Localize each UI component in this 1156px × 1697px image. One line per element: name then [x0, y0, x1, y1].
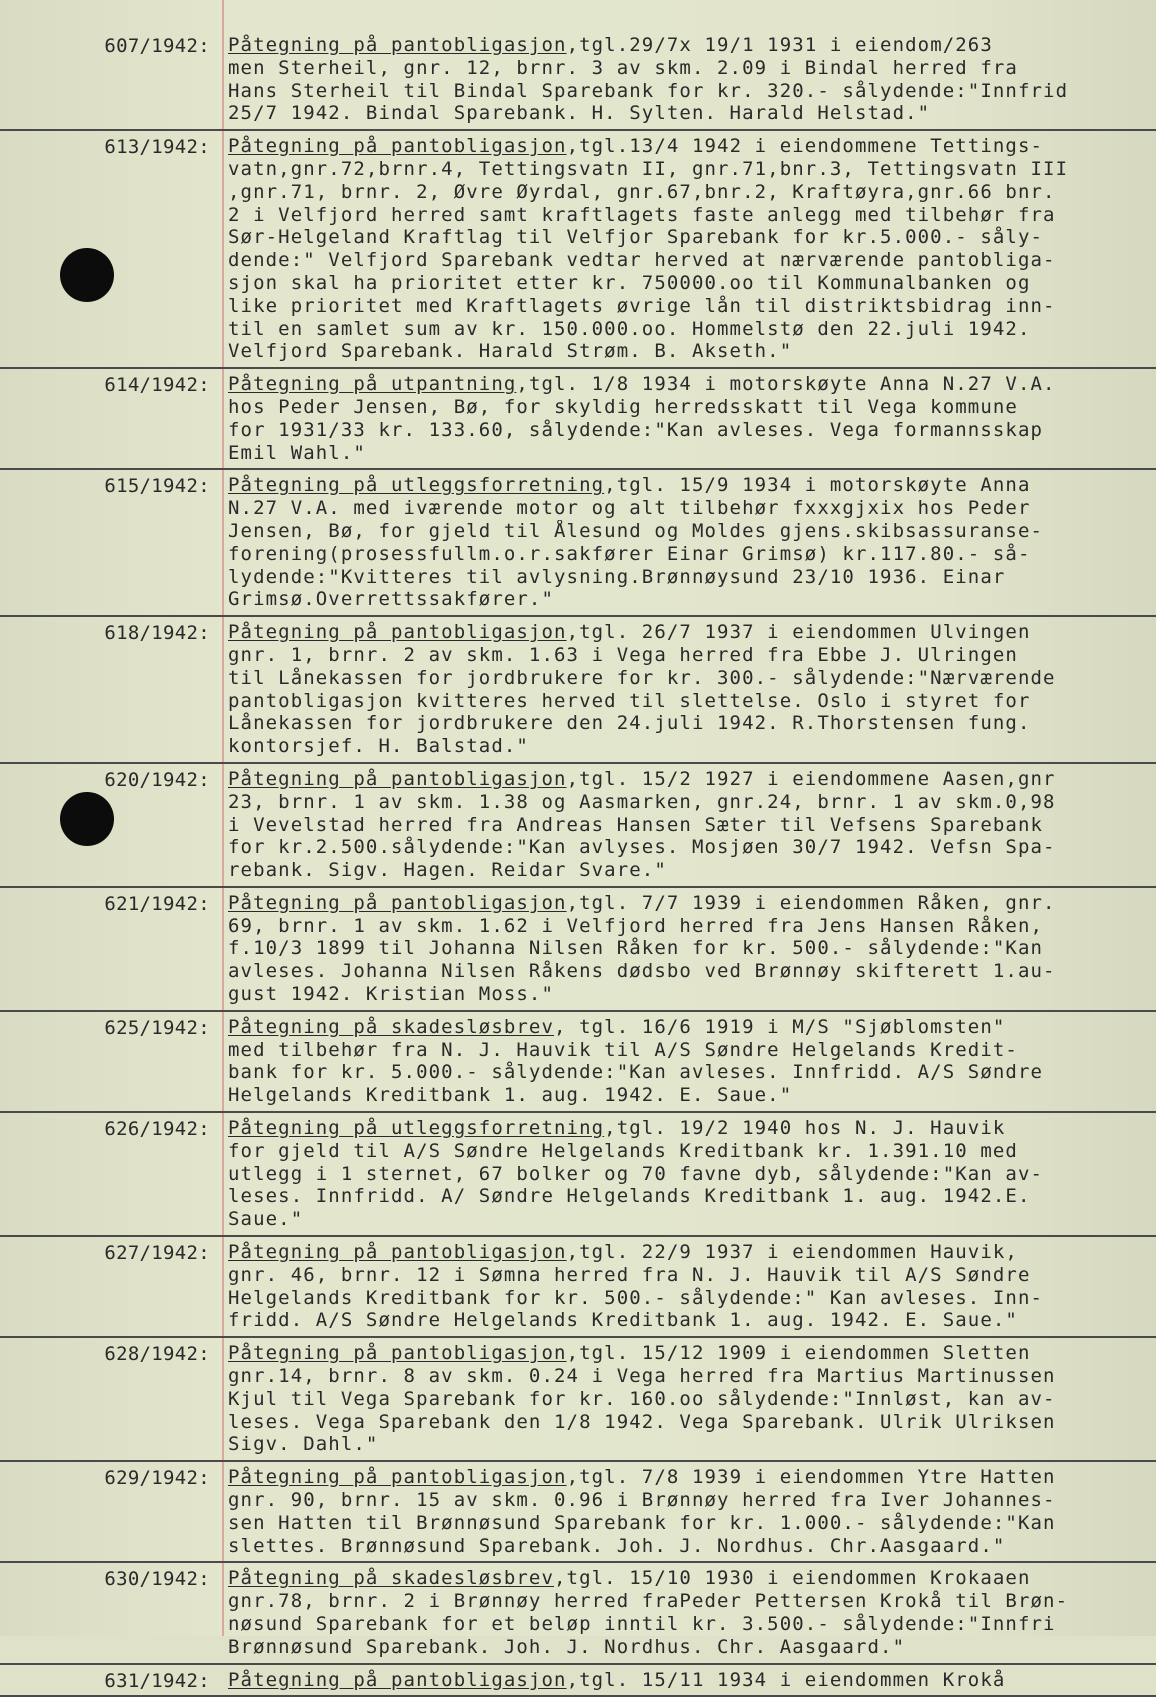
entry-line: avleses. Johanna Nilsen Råkens dødsbo ved Brønnøy skifterett 1.au-	[228, 960, 1056, 983]
entry-line: Hans Sterheil til Bindal Sparebank for kr. 320.- sålydende:"Innfrid	[228, 79, 1069, 102]
entry-number: 620/1942:	[104, 768, 210, 791]
entry-number: 613/1942:	[104, 136, 210, 159]
entry-text	[228, 1669, 1140, 1692]
ledger-entry	[0, 1563, 1156, 1664]
entry-line-rest: ,tgl. 15/2 1927 i eiendommene Aasen,gnr	[566, 767, 1056, 790]
entry-line: ,gnr.71, brnr. 2, Øvre Øyrdal, gnr.67,bnr.2, Kraftøyra,gnr.66 bnr.	[228, 180, 1056, 203]
entry-heading: Påtegning på pantobligasjon	[228, 1241, 567, 1264]
entry-line: i Vevelstad herred fra Andreas Hansen Sæter til Vefsens Sparebank	[228, 813, 1044, 836]
entry-line: Kjul til Vega Sparebank for kr. 160.oo sålydende:"Innløst, kan av-	[228, 1387, 1056, 1410]
entry-number: 629/1942:	[104, 1467, 210, 1490]
entry-text	[228, 1016, 1140, 1107]
entry-line: lydende:"Kvitteres til avlysning.Brønnøysund 23/10 1936. Einar	[228, 565, 1006, 588]
entry-heading: Påtegning på pantobligasjon	[228, 1466, 567, 1489]
entry-line: Helgelands Kreditbank for kr. 500.- sålydende:" Kan avleses. Inn-	[228, 1286, 1044, 1309]
entry-number: 627/1942:	[104, 1242, 210, 1265]
entry-line: Grimsø.Overrettssakfører."	[228, 588, 555, 611]
entry-line-rest: ,tgl. 7/7 1939 i eiendommen Råken, gnr.	[566, 891, 1056, 914]
entry-line	[228, 892, 1140, 915]
entry-line: for 1931/33 kr. 133.60, sålydende:"Kan avleses. Vega formannsskap	[228, 418, 1044, 441]
entry-line: forening(prosessfullm.o.r.sakfører Einar Grimsø) kr.117.80.- så-	[228, 542, 1031, 565]
entry-number: 618/1942:	[104, 622, 210, 645]
entry-heading: Påtegning på pantobligasjon	[228, 1668, 567, 1691]
entry-number: 615/1942:	[104, 475, 210, 498]
ledger-entry	[0, 369, 1156, 470]
entry-line	[228, 1016, 1140, 1039]
entry-number: 631/1942:	[104, 1669, 210, 1692]
entry-line: med tilbehør fra N. J. Hauvik til A/S Søndre Helgelands Kredit-	[228, 1038, 1018, 1061]
entry-line	[228, 1466, 1140, 1489]
entry-heading: Påtegning på skadesløsbrev	[228, 1567, 555, 1590]
entry-text	[228, 1117, 1140, 1231]
entry-line: 23, brnr. 1 av skm. 1.38 og Aasmarken, gnr.24, brnr. 1 av skm.0,98	[228, 790, 1056, 813]
entry-line	[228, 1567, 1140, 1590]
entry-line: bank for kr. 5.000.- sålydende:"Kan avleses. Innfridd. A/S Søndre	[228, 1061, 1044, 1084]
entry-line: til Lånekassen for jordbrukere for kr. 300.- sålydende:"Nærværende	[228, 666, 1056, 689]
entry-line	[228, 135, 1140, 158]
entry-line	[228, 373, 1140, 396]
entry-heading: Påtegning på pantobligasjon	[228, 767, 567, 790]
entry-text	[228, 135, 1140, 363]
entry-line-rest: ,tgl. 15/9 1934 i motorskøyte Anna	[604, 474, 1031, 497]
entry-line: gnr. 46, brnr. 12 i Sømna herred fra N. J. Hauvik til A/S Søndre	[228, 1263, 1031, 1286]
entry-line	[228, 1342, 1140, 1365]
entry-line: gust 1942. Kristian Moss."	[228, 983, 555, 1006]
entry-line-rest: ,tgl. 15/10 1930 i eiendommen Krokaaen	[554, 1567, 1031, 1590]
entry-heading: Påtegning på pantobligasjon	[228, 621, 567, 644]
entry-line-rest: ,tgl. 1/8 1934 i motorskøyte Anna N.27 V.A.	[516, 373, 1056, 396]
entry-line: hos Peder Jensen, Bø, for skyldig herredsskatt til Vega kommune	[228, 395, 1018, 418]
entry-line: 25/7 1942. Bindal Sparebank. H. Sylten. Harald Helstad."	[228, 102, 931, 125]
entry-line-rest: , tgl. 16/6 1919 i M/S "Sjøblomsten"	[554, 1015, 1006, 1038]
entry-line-rest: ,tgl.13/4 1942 i eiendommene Tettings-	[566, 135, 1044, 158]
entry-text	[228, 1342, 1140, 1456]
entry-line: Saue."	[228, 1208, 304, 1231]
entry-text	[228, 768, 1140, 882]
entry-line: Velfjord Sparebank. Harald Strøm. B. Akseth."	[228, 340, 793, 363]
entry-text	[228, 1466, 1140, 1557]
entry-heading: Påtegning på utleggsforretning	[228, 1117, 605, 1140]
entry-line: 2 i Velfjord herred samt kraftlagets faste anlegg med tilbehør fra	[228, 203, 1056, 226]
entry-number: 628/1942:	[104, 1343, 210, 1366]
ledger-entry	[0, 617, 1156, 764]
entry-line: f.10/3 1899 til Johanna Nilsen Råken for kr. 500.- sålydende:"Kan	[228, 937, 1044, 960]
entry-text	[228, 621, 1140, 758]
entry-text	[228, 1567, 1140, 1658]
entry-line-rest: ,tgl. 7/8 1939 i eiendommen Ytre Hatten	[566, 1466, 1056, 1489]
entry-line: Brønnøsund Sparebank. Joh. J. Nordhus. Chr. Aasgaard."	[228, 1635, 906, 1658]
entry-heading: Påtegning på pantobligasjon	[228, 1342, 567, 1365]
ledger-entry	[0, 1665, 1156, 1697]
entry-number: 625/1942:	[104, 1016, 210, 1039]
entry-line: Helgelands Kreditbank 1. aug. 1942. E. Saue."	[228, 1084, 793, 1107]
entry-line: Lånekassen for jordbrukere den 24.juli 1942. R.Thorstensen fung.	[228, 712, 1031, 735]
entry-line: 69, brnr. 1 av skm. 1.62 i Velfjord herred fra Jens Hansen Råken,	[228, 914, 1044, 937]
entry-line	[228, 1241, 1140, 1264]
entry-line	[228, 768, 1140, 791]
ledger-entries	[0, 28, 1156, 1697]
entry-line: leses. Vega Sparebank den 1/8 1942. Vega Sparebank. Ulrik Ulriksen	[228, 1410, 1056, 1433]
entry-line: for kr.2.500.sålydende:"Kan avlyses. Mosjøen 30/7 1942. Vefsn Spa-	[228, 836, 1056, 859]
entry-line: gnr.14, brnr. 8 av skm. 0.24 i Vega herred fra Martius Martinussen	[228, 1365, 1056, 1388]
entry-number: 607/1942:	[104, 35, 210, 57]
entry-line-rest: ,tgl. 22/9 1937 i eiendommen Hauvik,	[566, 1241, 1018, 1264]
entry-line-rest: ,tgl. 15/12 1909 i eiendommen Sletten	[566, 1342, 1031, 1365]
entry-line: for gjeld til A/S Søndre Helgelands Kreditbank kr. 1.391.10 med	[228, 1139, 1018, 1162]
entry-line: like prioritet med Kraftlagets øvrige lån til distriktsbidrag inn-	[228, 294, 1056, 317]
ledger-entry	[0, 470, 1156, 617]
entry-number: 614/1942:	[104, 374, 210, 397]
entry-line: nøsund Sparebank for et beløp inntil kr. 3.500.- sålydende:"Innfri	[228, 1613, 1056, 1635]
entry-line: kontorsjef. H. Balstad."	[228, 735, 529, 758]
entry-number: 626/1942:	[104, 1118, 210, 1141]
entry-line: leses. Innfridd. A/ Søndre Helgelands Kreditbank 1. aug. 1942.E.	[228, 1185, 1031, 1208]
entry-heading: Påtegning på utleggsforretning	[228, 474, 605, 497]
entry-line	[228, 34, 1140, 57]
ledger-entry	[0, 131, 1156, 369]
entry-line: rebank. Sigv. Hagen. Reidar Svare."	[228, 859, 667, 882]
ledger-entry	[0, 1113, 1156, 1237]
entry-heading: Påtegning på skadesløsbrev	[228, 1015, 555, 1038]
entry-number: 630/1942:	[104, 1568, 210, 1591]
ledger-entry	[0, 1338, 1156, 1462]
entry-text	[228, 474, 1140, 611]
entry-heading: Påtegning på utpantning	[228, 373, 517, 396]
entry-text	[228, 892, 1140, 1006]
entry-line: til en samlet sum av kr. 150.000.oo. Hommelstø den 22.juli 1942.	[228, 317, 1031, 340]
entry-text	[228, 373, 1140, 464]
entry-line: dende:" Velfjord Sparebank vedtar herved at nærværende pantobliga-	[228, 249, 1056, 272]
entry-heading: Påtegning på pantobligasjon	[228, 891, 567, 914]
entry-line: gnr. 1, brnr. 2 av skm. 1.63 i Vega herred fra Ebbe J. Ulringen	[228, 643, 1018, 666]
entry-text	[228, 34, 1140, 125]
entry-line: Jensen, Bø, for gjeld til Ålesund og Moldes gjens.skibsassuranse-	[228, 519, 1044, 542]
entry-line	[228, 1669, 1140, 1692]
entry-line: Sigv. Dahl."	[228, 1433, 379, 1456]
entry-heading: Påtegning på pantobligasjon	[228, 135, 567, 158]
entry-number: 621/1942:	[104, 892, 210, 915]
entry-line-rest: ,tgl.29/7x 19/1 1931 i eiendom/263	[566, 34, 993, 56]
entry-line	[228, 1117, 1140, 1140]
ledger-entry	[0, 1462, 1156, 1563]
entry-line: Emil Wahl."	[228, 441, 366, 464]
entry-line: Sør-Helgeland Kraftlag til Velfjor Sparebank for kr.5.000.- såly-	[228, 226, 1044, 249]
entry-line: fridd. A/S Søndre Helgelands Kreditbank 1. aug. 1942. E. Saue."	[228, 1309, 1018, 1332]
ledger-entry	[0, 888, 1156, 1012]
ledger-entry	[0, 1237, 1156, 1338]
entry-line: utlegg i 1 sternet, 67 bolker og 70 favne dyb, sålydende:"Kan av-	[228, 1162, 1044, 1185]
entry-line: sen Hatten til Brønnøsund Sparebank for kr. 1.000.- sålydende:"Kan	[228, 1511, 1056, 1534]
entry-line: N.27 V.A. med iværende motor og alt tilbehør fxxxgjxix hos Peder	[228, 497, 1031, 520]
entry-line: gnr.78, brnr. 2 i Brønnøy herred fraPeder Pettersen Krokå til Brøn-	[228, 1590, 1069, 1613]
entry-line: sjon skal ha prioritet etter kr. 750000.oo til Kommunalbanken og	[228, 271, 1031, 294]
entry-line: pantobligasjon kvitteres herved til slettelse. Oslo i styret for	[228, 689, 1031, 712]
entry-line-rest: ,tgl. 26/7 1937 i eiendommen Ulvingen	[566, 621, 1031, 644]
entry-heading: Påtegning på pantobligasjon	[228, 34, 567, 56]
ledger-entry	[0, 1012, 1156, 1113]
entry-text	[228, 1241, 1140, 1332]
entry-line-rest: ,tgl. 15/11 1934 i eiendommen Krokå	[566, 1668, 1006, 1691]
entry-line-rest: ,tgl. 19/2 1940 hos N. J. Hauvik	[604, 1117, 1006, 1140]
entry-line: men Sterheil, gnr. 12, brnr. 3 av skm. 2.09 i Bindal herred fra	[228, 56, 1018, 79]
ledger-entry	[0, 28, 1156, 131]
entry-line: slettes. Brønnøsund Sparebank. Joh. J. Nordhus. Chr.Aasgaard."	[228, 1534, 1006, 1557]
entry-line: gnr. 90, brnr. 15 av skm. 0.96 i Brønnøy herred fra Iver Johannes-	[228, 1489, 1056, 1512]
entry-line: vatn,gnr.72,brnr.4, Tettingsvatn II, gnr.71,bnr.3, Tettingsvatn III	[228, 157, 1069, 180]
entry-line	[228, 474, 1140, 497]
ledger-entry	[0, 764, 1156, 888]
entry-line	[228, 621, 1140, 644]
